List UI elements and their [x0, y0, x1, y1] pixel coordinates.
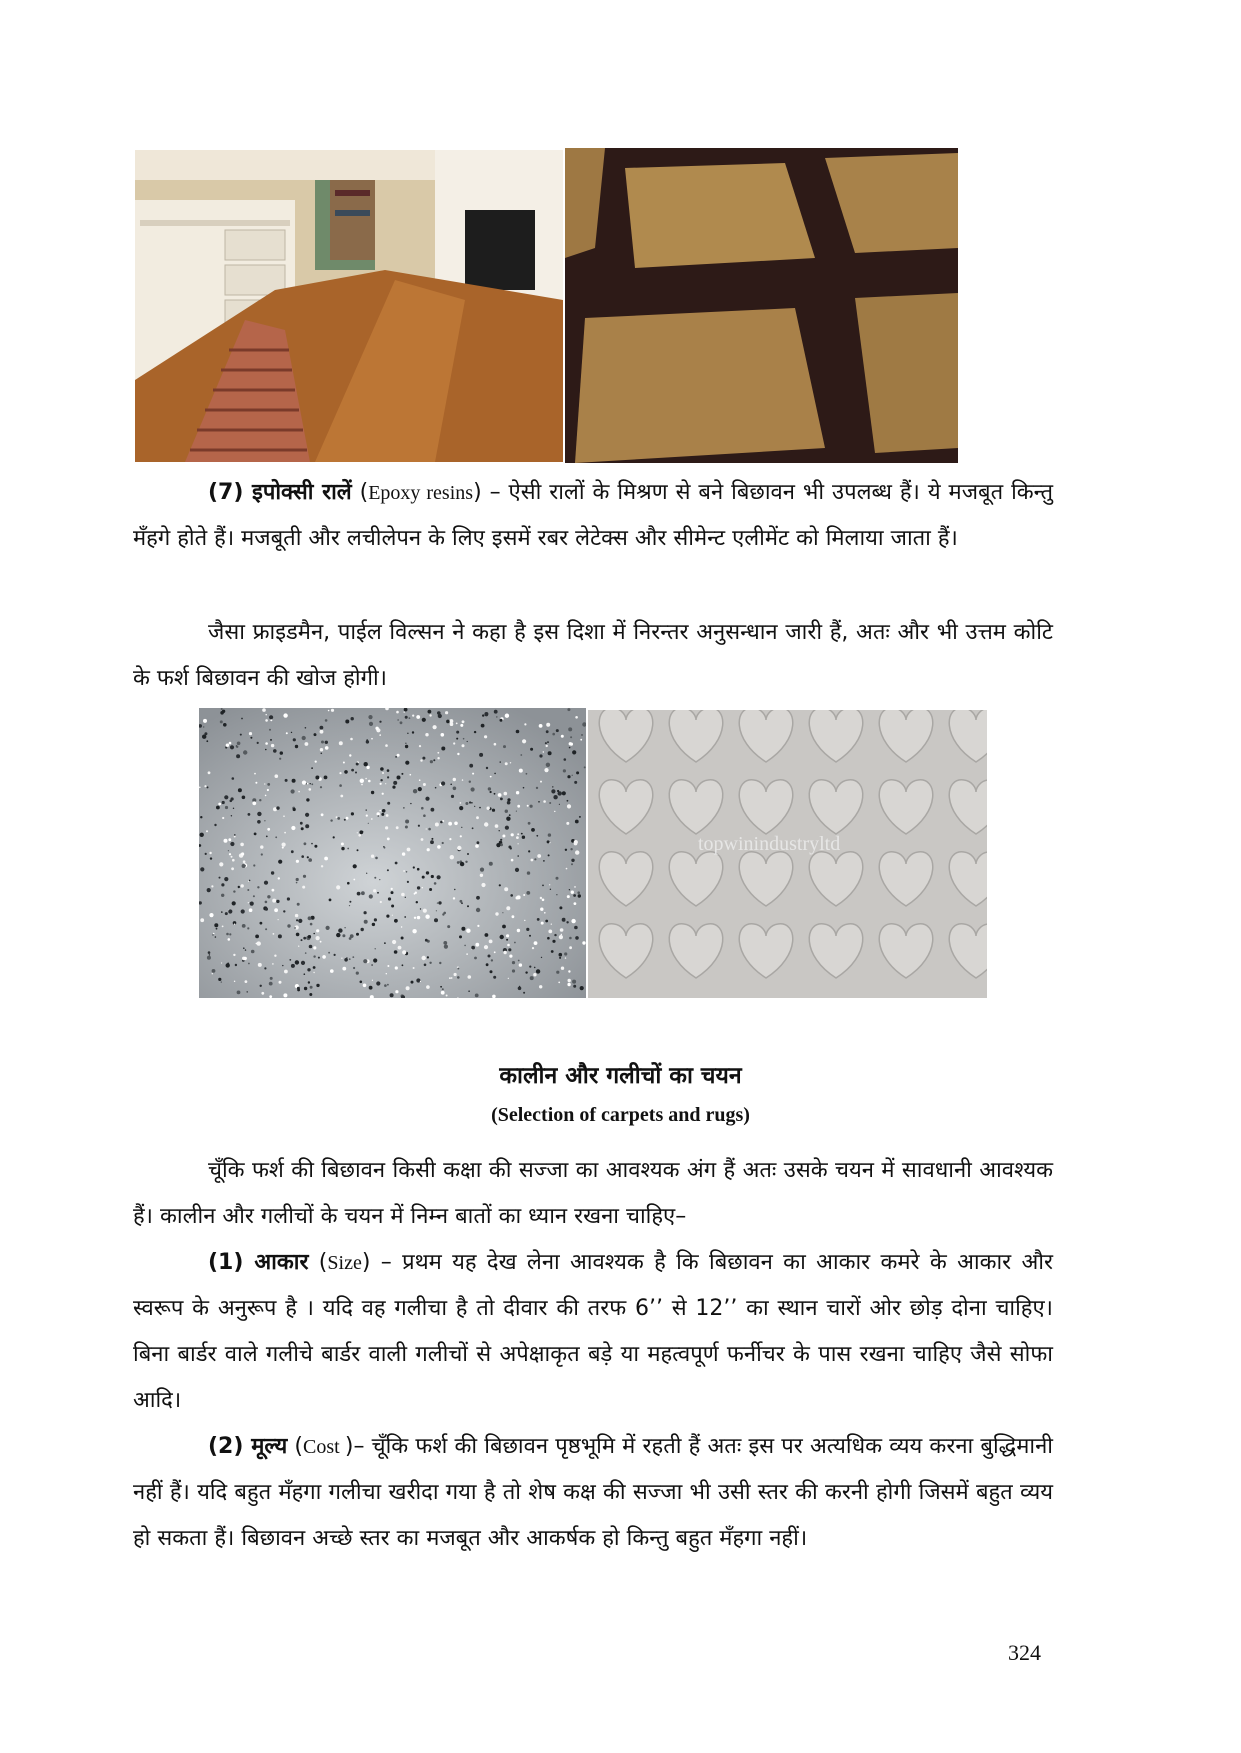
heart-pattern-tile-photo: [588, 710, 987, 998]
size-heading: (1) आकार: [208, 1250, 309, 1275]
size-paragraph: (1) आकार (Size) – प्रथम यह देख लेना आवश्यक है कि बिछावन का आकार कमरे के आकार और स्वरूप के अनुरूप है । यदि वह गलीचा है तो दीवार की तरफ 6’’ से 12’’ का स्थान चारों ओर छोड़ दोना चाहिए। बिना बार्डर वाले गलीचे बार्डर वाली गलीचों से अपेक्षाकृत बड़े या महत्वपूर्ण फर्नीचर के पास रखना चाहिए जैसे सोफा आदि।: [133, 1250, 1053, 1413]
research-paragraph: जैसा फ्राइडमैन, पाईल विल्सन ने कहा है इस दिशा में निरन्तर अनुसन्धान जारी हैं, अतः और भी उत्तम कोटि के फर्श बिछावन की खोज होगी।: [133, 620, 1053, 691]
cost-paragraph: (2) मूल्य (Cost )– चूँकि फर्श की बिछावन पृष्ठभूमि में रहती हैं अतः इस पर अत्यधिक व्यय करना बुद्धिमानी नहीं हैं। यदि बहुत मँहगा गलीचा खरीदा गया है तो शेष कक्ष की सज्जा भी उसी स्तर की करनी होगी जिसमें बहुत व्यय हो सकता हैं। बिछावन अच्छे स्तर का मजबूत और आकर्षक हो किन्तु बहुत मँहगा नहीं।: [133, 1434, 1054, 1551]
epoxy-resins-heading: (7) इपोक्सी रालें: [208, 480, 352, 505]
page-number: 324: [1008, 1640, 1041, 1665]
cork-tile-floor-photo: [565, 148, 958, 463]
cost-heading: (2) मूल्य: [208, 1434, 288, 1459]
selection-intro-paragraph: चूँकि फर्श की बिछावन किसी कक्षा की सज्जा का आवश्यक अंग हैं अतः उसके चयन में सावधानी आवश्यक हैं। कालीन और गलीचों के चयन में निम्न बातों का ध्यान रखना चाहिए–: [133, 1158, 1053, 1229]
section-title: कालीन और गलीचों का चयन: [499, 1063, 742, 1089]
epoxy-speckled-floor-photo: [199, 708, 586, 998]
kitchen-wood-floor-photo: [135, 150, 563, 462]
epoxy-resins-paragraph: (7) इपोक्सी रालें (Epoxy resins) – ऐसी रालों के मिश्रण से बने बिछावन भी उपलब्ध हैं। ये मजबूत किन्तु मँहगे होते हैं। मजबूती और लचीलेपन के लिए इसमें रबर लेटेक्स और सीमेन्ट एलीमेंट को मिलाया जाता हैं।: [133, 480, 1053, 551]
section-subtitle: (Selection of carpets and rugs): [491, 1104, 750, 1126]
watermark-text: topwinindustryltd: [698, 833, 841, 855]
